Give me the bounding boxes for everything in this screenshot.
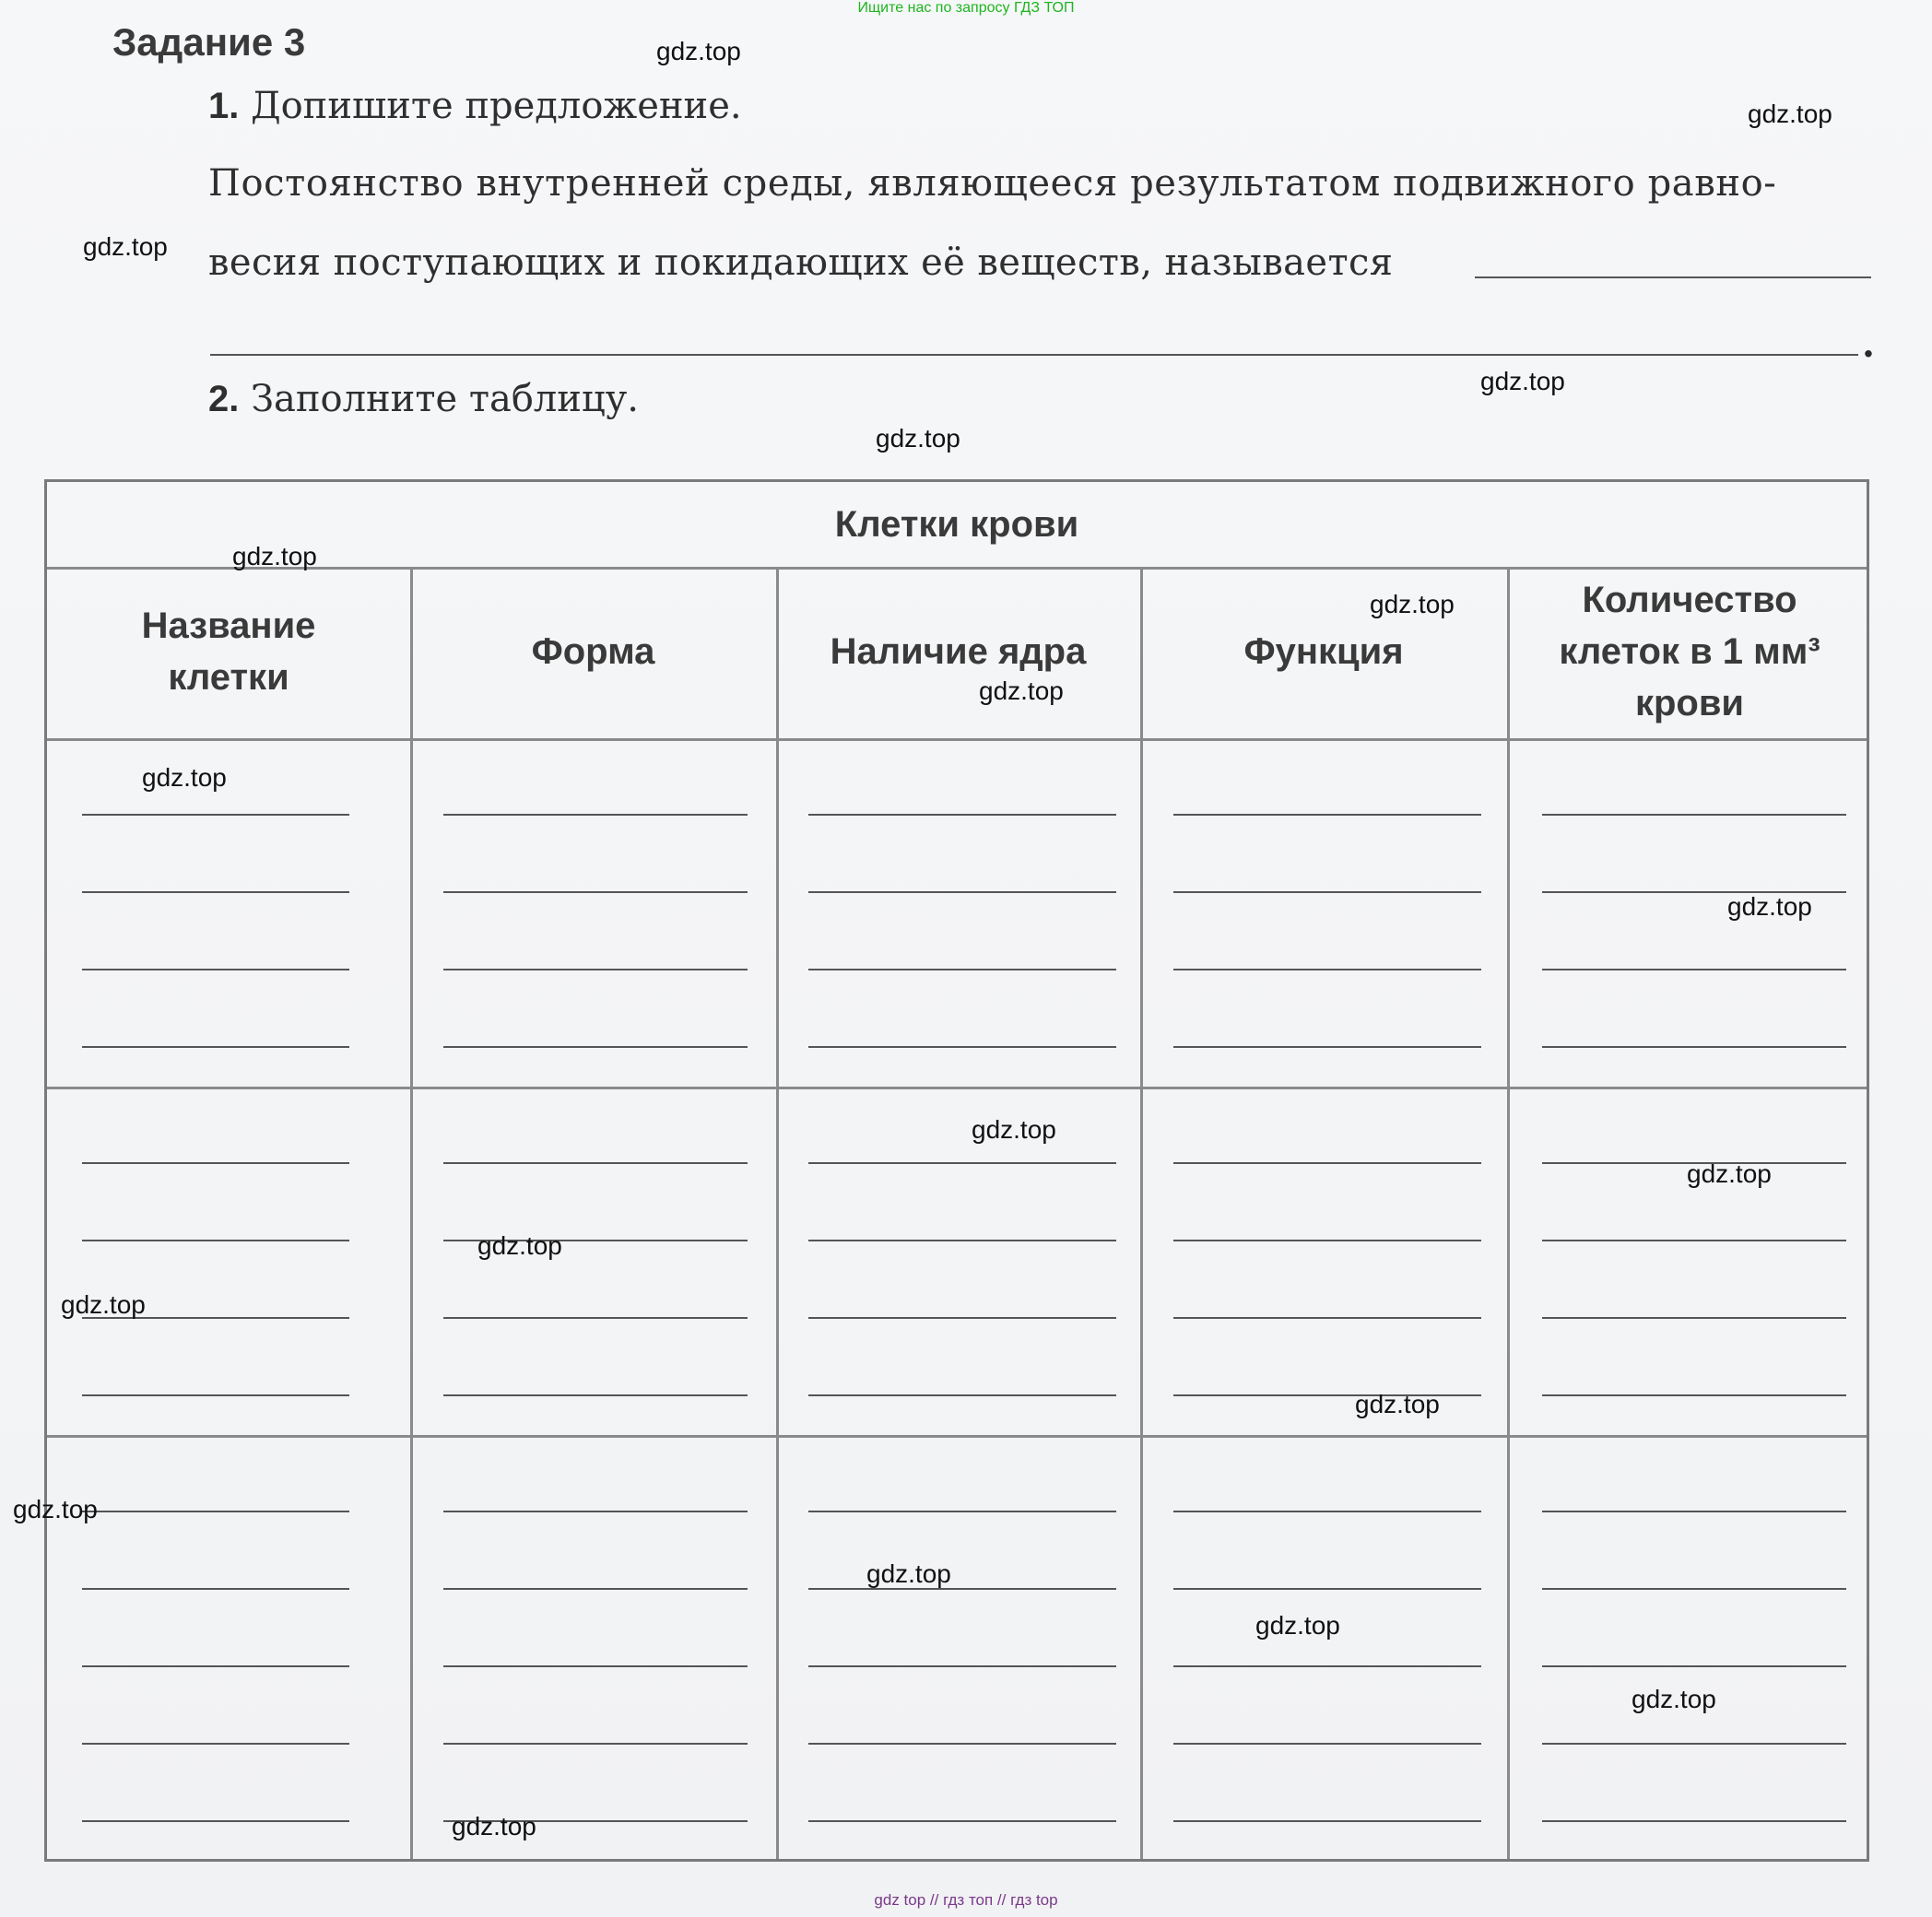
answer-line[interactable] <box>82 1046 349 1048</box>
answer-line[interactable] <box>1542 1046 1846 1048</box>
answer-line[interactable] <box>82 1743 349 1745</box>
answer-line[interactable] <box>82 1588 349 1590</box>
answer-line[interactable] <box>1173 1743 1481 1745</box>
answer-line[interactable] <box>1542 814 1846 816</box>
answer-line[interactable] <box>1173 814 1481 816</box>
answer-line[interactable] <box>1173 1820 1481 1822</box>
watermark: gdz.top <box>83 232 168 261</box>
answer-line[interactable] <box>443 1162 748 1164</box>
table-title: Клетки крови <box>834 504 1079 545</box>
answer-line[interactable] <box>808 1394 1116 1396</box>
answer-line[interactable] <box>1173 1511 1481 1512</box>
answer-line[interactable] <box>443 969 748 970</box>
answer-line[interactable] <box>1542 1511 1846 1512</box>
answer-line[interactable] <box>1173 1665 1481 1667</box>
item2-heading <box>208 378 639 420</box>
watermark: gdz.top <box>452 1812 536 1841</box>
answer-line[interactable] <box>82 969 349 970</box>
answer-line[interactable] <box>443 891 748 893</box>
table-col-divider-2 <box>776 567 779 1859</box>
item2-instruction: Заполните таблицу. <box>251 378 639 420</box>
blood-cells-table <box>44 479 1869 1862</box>
answer-line[interactable] <box>808 891 1116 893</box>
sentence-end-dot: . <box>1862 323 1875 366</box>
answer-line[interactable] <box>82 891 349 893</box>
watermark: gdz.top <box>972 1115 1056 1144</box>
answer-line[interactable] <box>1542 969 1846 970</box>
table-rule-title <box>47 567 1867 570</box>
answer-line[interactable] <box>443 1046 748 1048</box>
header-cell-name: Название клетки <box>141 606 316 698</box>
watermark: gdz.top <box>1255 1611 1340 1640</box>
answer-line[interactable] <box>443 1511 748 1512</box>
watermark: gdz.top <box>656 37 741 65</box>
watermark: gdz.top <box>13 1495 98 1523</box>
answer-line[interactable] <box>1173 1240 1481 1241</box>
watermark: gdz.top <box>1355 1390 1440 1418</box>
answer-line[interactable] <box>1542 1743 1846 1745</box>
answer-line[interactable] <box>1173 1046 1481 1048</box>
item1-heading <box>208 85 742 127</box>
answer-line[interactable] <box>808 814 1116 816</box>
watermark: gdz.top <box>1748 100 1832 128</box>
answer-line[interactable] <box>82 1665 349 1667</box>
answer-line[interactable] <box>1173 1162 1481 1164</box>
header-count-line3: крови <box>1634 683 1745 723</box>
answer-line[interactable] <box>443 1665 748 1667</box>
answer-line[interactable] <box>443 814 748 816</box>
table-col-divider-1 <box>410 567 413 1859</box>
answer-line[interactable] <box>808 1317 1116 1319</box>
answer-line[interactable] <box>82 1394 349 1396</box>
answer-line[interactable] <box>82 814 349 816</box>
answer-line[interactable] <box>808 1162 1116 1164</box>
answer-line[interactable] <box>1542 1317 1846 1319</box>
watermark: gdz.top <box>232 542 317 570</box>
answer-line[interactable] <box>1542 1394 1846 1396</box>
answer-line[interactable] <box>82 1511 349 1512</box>
answer-line[interactable] <box>1173 969 1481 970</box>
answer-line-2[interactable] <box>210 354 1858 356</box>
item1-instruction: Допишите предложение. <box>251 85 742 127</box>
watermark: gdz.top <box>979 676 1064 705</box>
answer-line[interactable] <box>82 1240 349 1241</box>
answer-line[interactable] <box>443 1743 748 1745</box>
item1-sentence-line1: Постоянство внутренней среды, являющееся результатом подвижного равно- <box>208 162 1777 205</box>
watermark: gdz.top <box>1370 590 1455 618</box>
answer-line[interactable] <box>443 1317 748 1319</box>
item1-number: 1. <box>208 86 240 126</box>
answer-line[interactable] <box>808 1743 1116 1745</box>
answer-line[interactable] <box>808 1240 1116 1241</box>
watermark: gdz.top <box>61 1290 146 1319</box>
header-cell-shape: Форма <box>531 631 655 672</box>
item2-number: 2. <box>208 379 240 419</box>
answer-line[interactable] <box>1542 1820 1846 1822</box>
answer-line[interactable] <box>82 1162 349 1164</box>
watermark: gdz.top <box>477 1231 562 1260</box>
table-rule-row1 <box>47 1087 1867 1089</box>
answer-line[interactable] <box>1542 1240 1846 1241</box>
answer-line[interactable] <box>808 1588 1116 1590</box>
header-cell-count <box>1507 574 1872 729</box>
header-count-line2: клеток в 1 мм³ <box>1559 631 1820 672</box>
header-cell-nucleus: Наличие ядра <box>830 631 1087 672</box>
header-cell-function: Функция <box>1243 631 1404 672</box>
watermark: gdz.top <box>876 424 960 453</box>
watermark: gdz.top <box>1687 1159 1772 1188</box>
watermark: gdz.top <box>1632 1685 1716 1713</box>
answer-line[interactable] <box>808 1046 1116 1048</box>
watermark: gdz.top <box>1480 367 1565 395</box>
answer-line[interactable] <box>1173 1588 1481 1590</box>
answer-line[interactable] <box>808 1511 1116 1512</box>
answer-line[interactable] <box>808 1820 1116 1822</box>
answer-line[interactable] <box>1542 1665 1846 1667</box>
table-col-divider-3 <box>1140 567 1143 1859</box>
answer-line[interactable] <box>1542 1588 1846 1590</box>
answer-line[interactable] <box>82 1820 349 1822</box>
table-col-divider-4 <box>1507 567 1510 1859</box>
answer-line-1[interactable] <box>1475 276 1871 278</box>
watermark: gdz.top <box>1727 892 1812 921</box>
header-count-line1: Количество <box>1582 580 1797 620</box>
answer-line[interactable] <box>443 1588 748 1590</box>
answer-line[interactable] <box>1173 891 1481 893</box>
table-rule-row2 <box>47 1435 1867 1438</box>
answer-line[interactable] <box>808 969 1116 970</box>
answer-line[interactable] <box>443 1394 748 1396</box>
watermark: gdz.top <box>866 1559 951 1588</box>
table-rule-header <box>47 738 1867 741</box>
footer-links[interactable]: gdz top // гдз топ // гдз top <box>874 1891 1058 1909</box>
watermark: gdz.top <box>142 763 227 792</box>
item1-sentence-line2: весия поступающих и покидающих её веществ, называется <box>208 241 1394 284</box>
task-title: Задание 3 <box>112 20 306 64</box>
answer-line[interactable] <box>1173 1317 1481 1319</box>
top-banner[interactable]: Ищите нас по запросу ГДЗ ТОП <box>857 0 1075 16</box>
answer-line[interactable] <box>808 1665 1116 1667</box>
